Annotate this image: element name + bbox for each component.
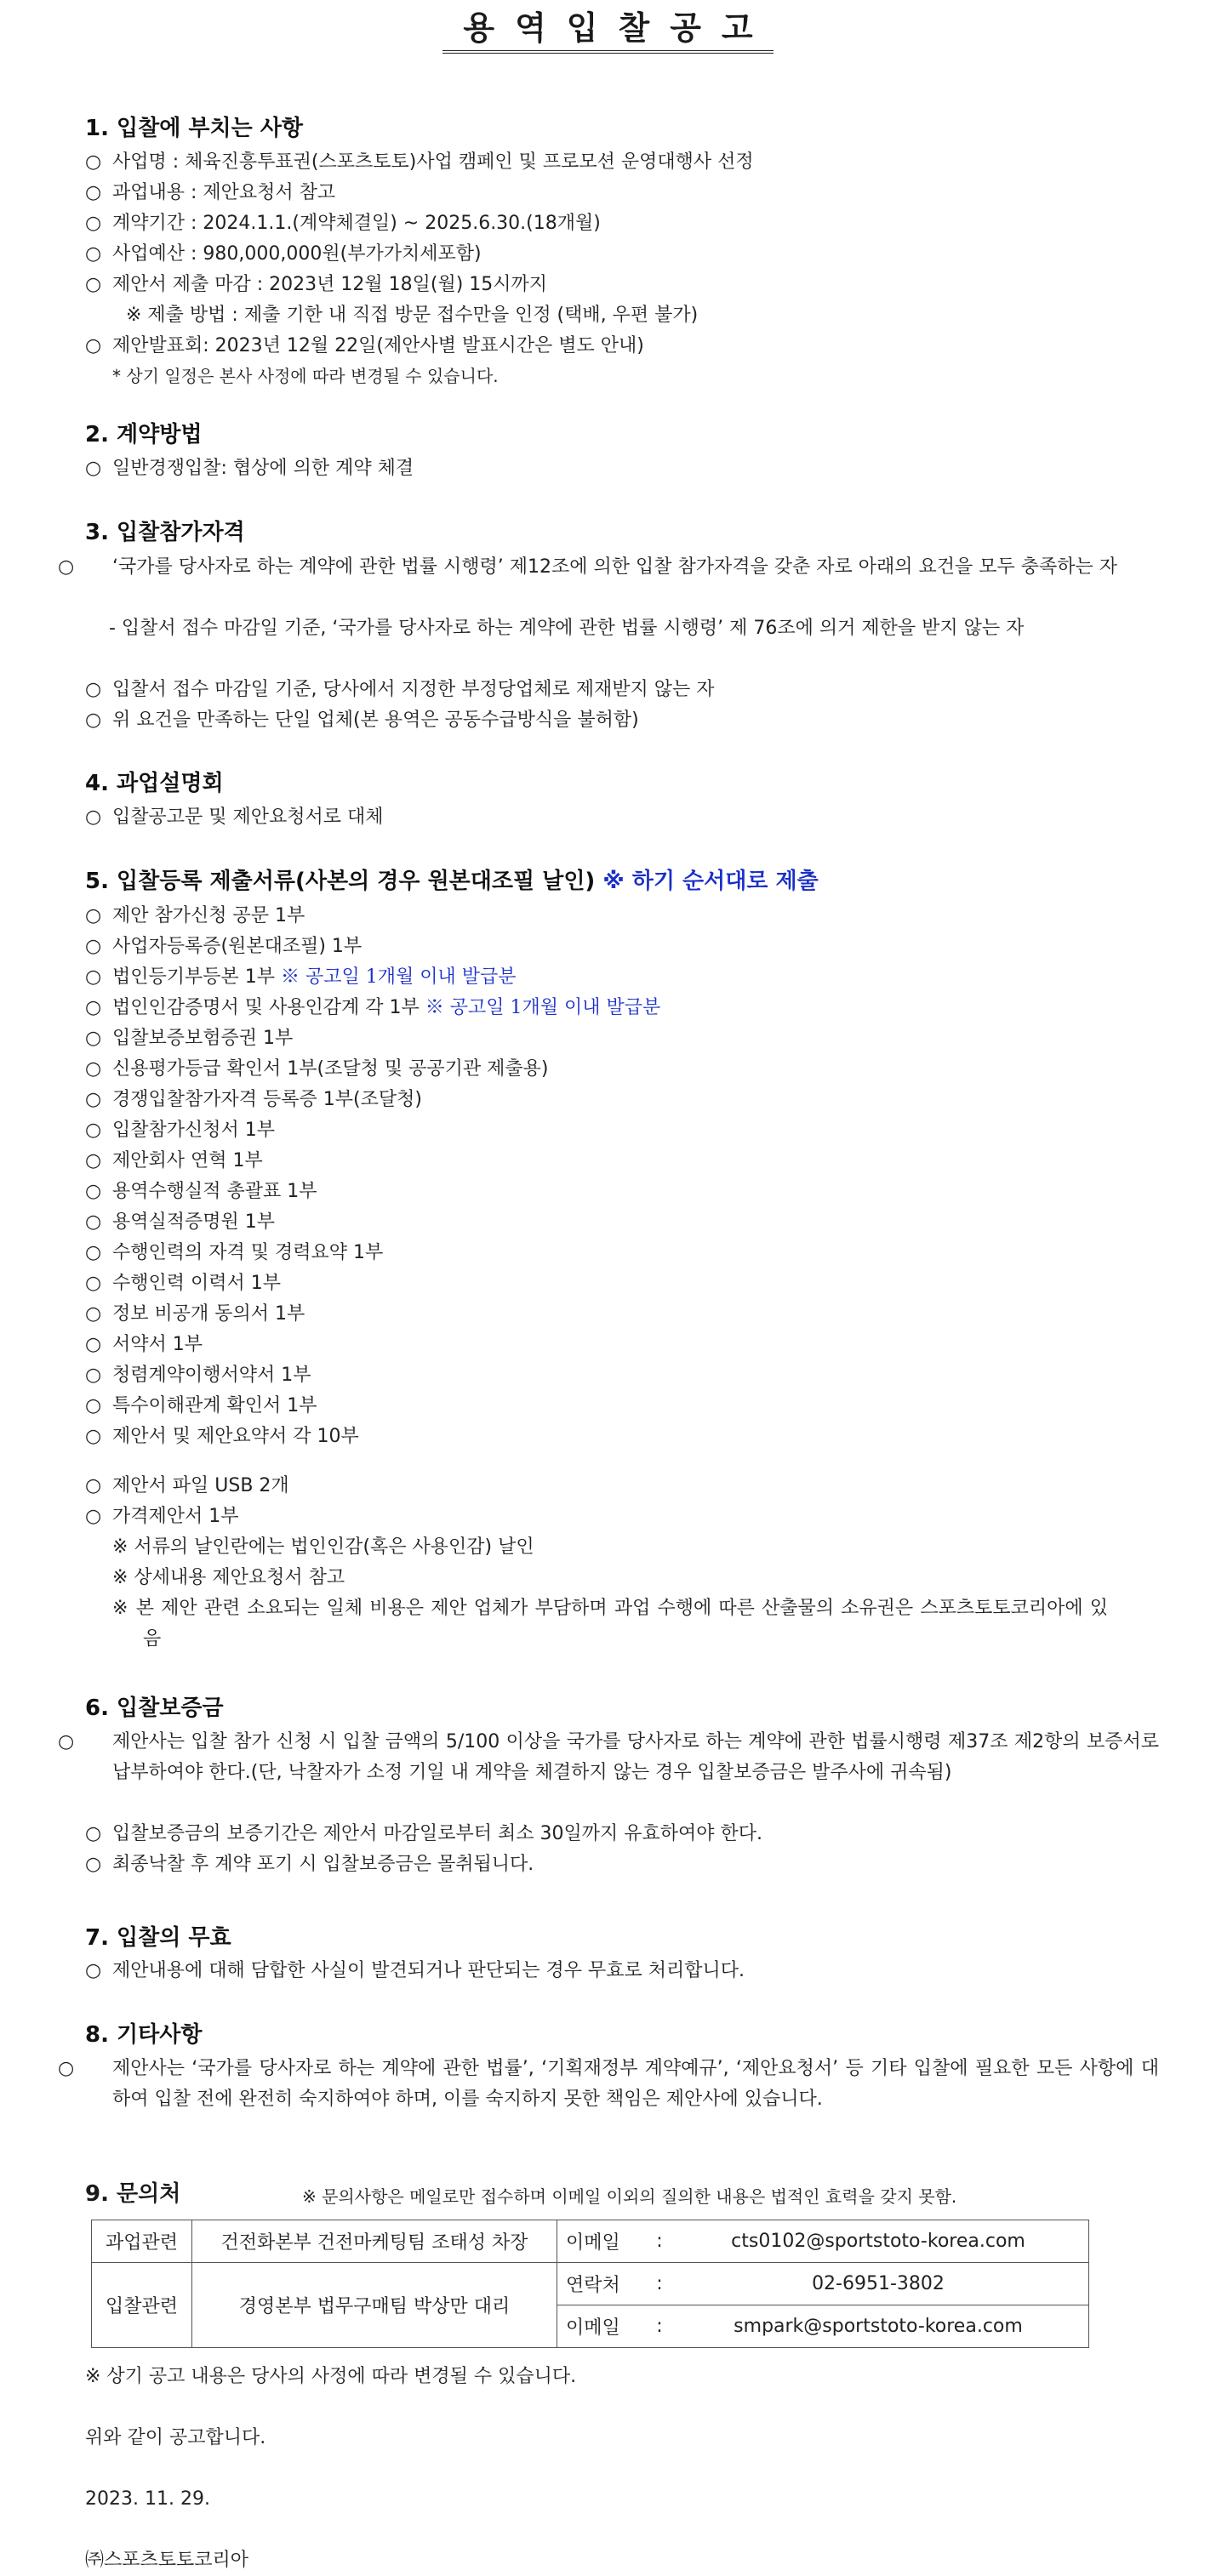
company-name: ㈜스포츠토토코리아 (85, 2550, 249, 2571)
person-cell: 건전화본부 건전마케팅팀 조태성 차장 (192, 2220, 557, 2263)
document-item: ○ 사업자등록증(원본대조필) 1부 (85, 936, 363, 957)
document-title: 용역입찰공고 (0, 2, 1216, 48)
label-cell: 연락처 (557, 2263, 652, 2305)
notice-date: 2023. 11. 29. (85, 2488, 210, 2510)
list-item: ○ 사업명 : 체육진흥투표권(스포츠토토)사업 캠페인 및 프로모션 운영대행사 선정 (85, 151, 754, 173)
list-item: ○ 사업예산 : 980,000,000원(부가가치세포함) (85, 243, 482, 265)
section-9-heading: 9. 문의처 (85, 2181, 181, 2207)
person-cell: 경영본부 법무구매팀 박상만 대리 (192, 2263, 557, 2348)
section-3-heading: 3. 입찰참가자격 (85, 520, 245, 545)
document-item: ○ 수행인력의 자격 및 경력요약 1부 (85, 1242, 384, 1263)
document-item: ○ 신용평가등급 확인서 1부(조달청 및 공공기관 제출용) (85, 1058, 549, 1080)
change-note: ※ 상기 공고 내용은 당사의 사정에 따라 변경될 수 있습니다. (85, 2366, 577, 2387)
doc-note: ※ 상세내용 제안요청서 참고 (112, 1567, 345, 1588)
schedule-note: * 상기 일정은 본사 사정에 따라 변경될 수 있습니다. (112, 366, 499, 386)
document-item: ○ 특수이해관계 확인서 1부 (85, 1395, 317, 1416)
doc-note: ※ 서류의 날인란에는 법인인감(혹은 사용인감) 날인 (112, 1536, 534, 1558)
list-item: ○ 일반경쟁입찰: 협상에 의한 계약 체결 (85, 458, 414, 479)
list-item: ○ 위 요건을 만족하는 단일 업체(본 용역은 공동수급방식을 불허함) (85, 710, 639, 731)
document-item: ○ 제안회사 연혁 1부 (85, 1150, 263, 1171)
document-item: ○ 경쟁입찰참가자격 등록증 1부(조달청) (85, 1089, 422, 1110)
document-item: ○ 용역실적증명원 1부 (85, 1211, 276, 1233)
list-item: ○ ‘국가를 당사자로 하는 계약에 관한 법률 시행령’ 제12조에 의한 입찰 참가자격을 갖춘 자로 아래의 요건을 모두 충족하는 자 (58, 556, 1117, 578)
list-item: ○ 가격제안서 1부 (85, 1506, 239, 1527)
document-item: ○ 정보 비공개 동의서 1부 (85, 1303, 305, 1325)
list-item: ○ 입찰보증금의 보증기간은 제안서 마감일로부터 최소 30일까지 유효하여야 한다. (85, 1823, 763, 1844)
section-4-heading: 4. 과업설명회 (85, 771, 224, 796)
announce-text: 위와 같이 공고합니다. (85, 2427, 266, 2448)
document-item: ○ 법인등기부등본 1부 ※ 공고일 1개월 이내 발급분 (85, 966, 517, 988)
section-6-heading: 6. 입찰보증금 (85, 1695, 224, 1721)
list-item: ○ 계약기간 : 2024.1.1.(계약체결일) ~ 2025.6.30.(18개월) (85, 213, 601, 234)
category-cell: 입찰관련 (92, 2263, 192, 2348)
label-cell: 이메일 (557, 2305, 652, 2348)
issue-date-note: ※ 공고일 1개월 이내 발급분 (425, 997, 661, 1018)
section-7-heading: 7. 입찰의 무효 (85, 1925, 231, 1951)
email-link[interactable]: smpark@sportstoto-korea.com (668, 2305, 1089, 2348)
inquiry-note: ※ 문의사항은 메일로만 접수하며 이메일 이외의 질의한 내용은 법적인 효력을 갖지 못함. (302, 2186, 957, 2207)
document-item: ○ 제안 참가신청 공문 1부 (85, 905, 305, 926)
section-1-heading: 1. 입찰에 부치는 사항 (85, 116, 304, 141)
list-item: ○ 제안서 파일 USB 2개 (85, 1475, 289, 1496)
list-item: ○ 입찰서 접수 마감일 기준, 당사에서 지정한 부정당업체로 제재받지 않는 자 (85, 679, 715, 700)
list-item: ○ 최종낙찰 후 계약 포기 시 입찰보증금은 몰취됩니다. (85, 1854, 534, 1875)
document-item: ○ 입찰보증보험증권 1부 (85, 1028, 294, 1049)
list-item: ○ 과업내용 : 제안요청서 참고 (85, 182, 336, 203)
contact-table (91, 2220, 1089, 2348)
section-5-heading: 5. 입찰등록 제출서류(사본의 경우 원본대조필 날인) ※ 하기 순서대로 제출 (85, 869, 819, 894)
document-item: ○ 수행인력 이력서 1부 (85, 1273, 281, 1294)
category-cell: 과업관련 (92, 2220, 192, 2263)
document-item: ○ 서약서 1부 (85, 1334, 203, 1355)
document-item: ○ 입찰참가신청서 1부 (85, 1120, 276, 1141)
table-row: 입찰관련 경영본부 법무구매팀 박상만 대리 연락처 : 02-6951-3802 (92, 2263, 1089, 2305)
label-cell: 이메일 (557, 2220, 652, 2263)
document-item: ○ 용역수행실적 총괄표 1부 (85, 1181, 317, 1202)
list-item: ○ 제안발표회: 2023년 12월 22일(제안사별 발표시간은 별도 안내) (85, 335, 644, 356)
list-item: ○ 제안사는 입찰 참가 신청 시 입찰 금액의 5/100 이상을 국가를 당사자로 하는 계약에 관한 법률시행령 제37조 제2항의 보증서로 납부하여야 한다.(단, 낙찰자가 소정 기일 내 계약을 체결하지 않는 경우 입찰보증금은 발주사에 귀속됨) (58, 1731, 1159, 1783)
list-item: ○ 입찰공고문 및 제안요청서로 대체 (85, 806, 384, 828)
section-8-heading: 8. 기타사항 (85, 2022, 203, 2048)
list-item: ○ 제안내용에 대해 담합한 사실이 발견되거나 판단되는 경우 무효로 처리합니다. (85, 1960, 745, 1981)
doc-note: ※ 본 제안 관련 소요되는 일체 비용은 제안 업체가 부담하며 과업 수행에 따른 산출물의 소유권은 스포츠토토코리아에 있음 (112, 1598, 1108, 1650)
table-row: 이메일 : smpark@sportstoto-korea.com (92, 2305, 1089, 2348)
document-item: ○ 법인인감증명서 및 사용인감계 각 1부 ※ 공고일 1개월 이내 발급분 (85, 997, 661, 1018)
document-item: ○ 제안서 및 제안요약서 각 10부 (85, 1426, 359, 1447)
section-2-heading: 2. 계약방법 (85, 422, 203, 447)
phone-value: 02-6951-3802 (668, 2263, 1089, 2305)
email-link[interactable]: cts0102@sportstoto-korea.com (668, 2220, 1089, 2263)
document-item: ○ 청렴계약이행서약서 1부 (85, 1365, 311, 1386)
submit-order-note: ※ 하기 순서대로 제출 (602, 869, 819, 894)
submit-method-note: ※ 제출 방법 : 제출 기한 내 직접 방문 접수만을 인정 (택배, 우편 불가) (126, 305, 699, 326)
list-item: ○ 제안서 제출 마감 : 2023년 12월 18일(월) 15시까지 (85, 274, 548, 295)
table-row: 과업관련 건전화본부 건전마케팅팀 조태성 차장 이메일 : cts0102@sportstoto-korea.com (92, 2220, 1089, 2263)
list-subitem: - 입찰서 접수 마감일 기준, ‘국가를 당사자로 하는 계약에 관한 법률 시행령’ 제 76조에 의거 제한을 받지 않는 자 (109, 618, 1025, 639)
issue-date-note: ※ 공고일 1개월 이내 발급분 (281, 966, 517, 988)
list-item: ○ 제안사는 ‘국가를 당사자로 하는 계약에 관한 법률’, ‘기획재정부 계약예규’, ‘제안요청서’ 등 기타 입찰에 필요한 모든 사항에 대하여 입찰 전에 완전히 숙지하여야 하며, 이를 숙지하지 못한 책임은 제안사에 있습니다. (58, 2058, 1159, 2110)
